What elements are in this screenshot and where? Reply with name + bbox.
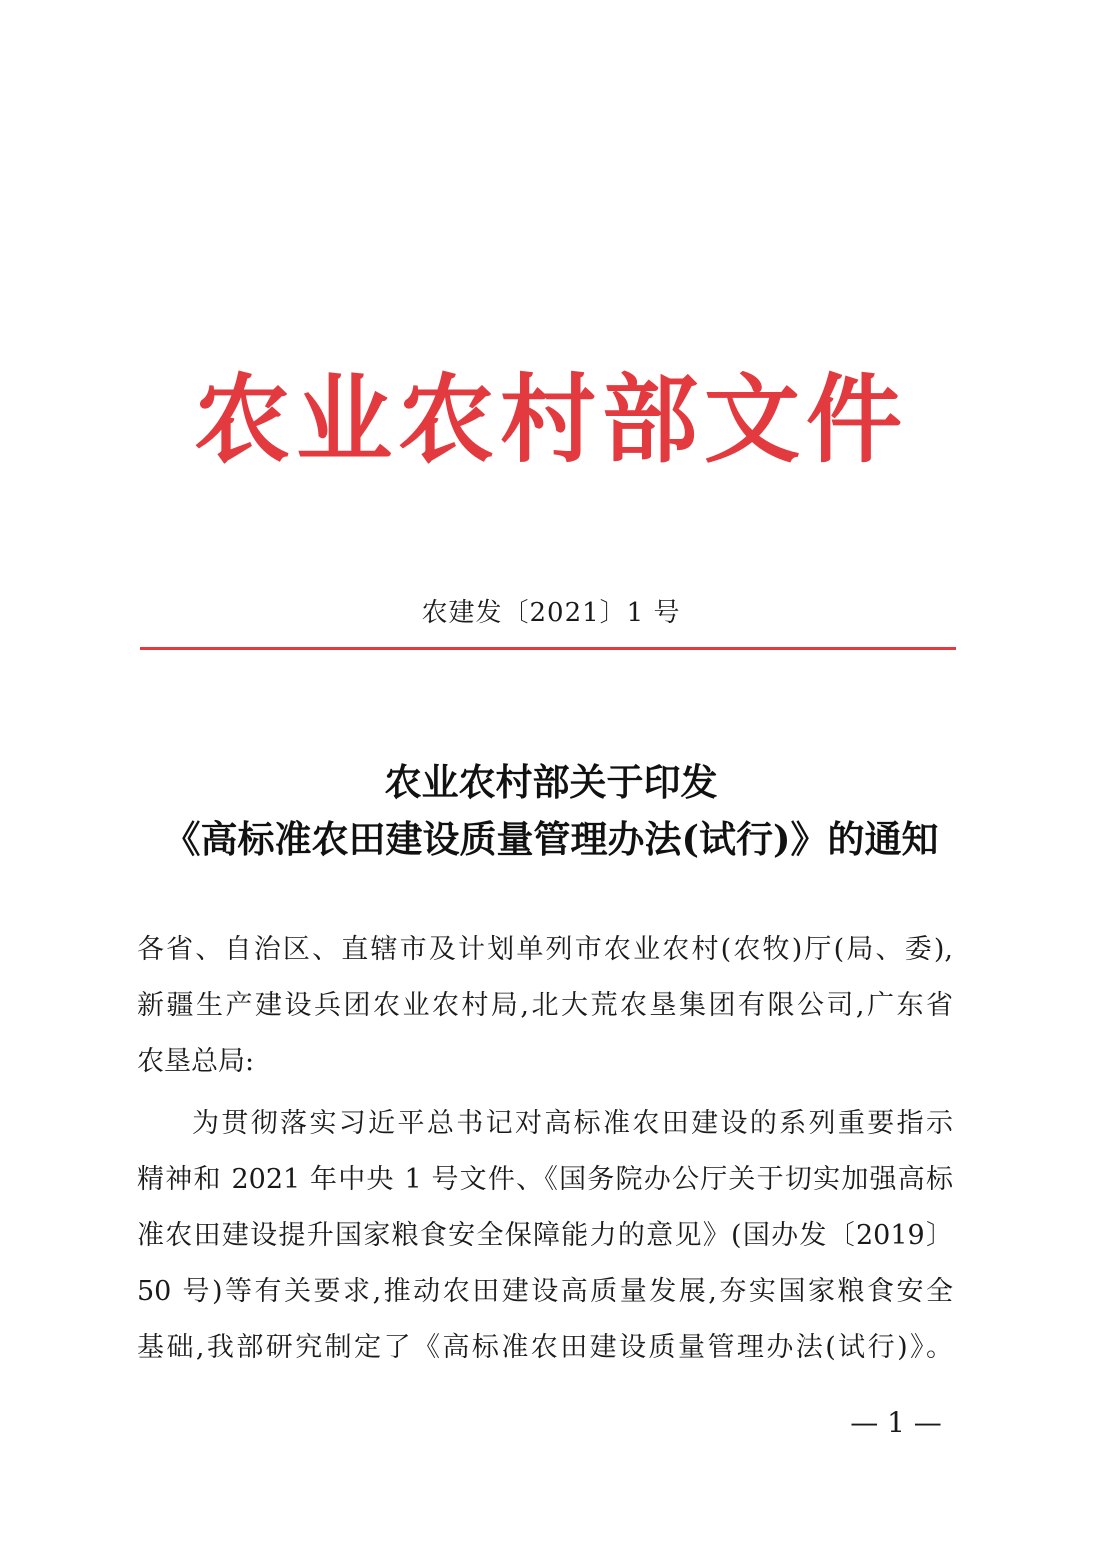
paragraph-line-1: 为贯彻落实习近平总书记对高标准农田建设的系列重要指示 — [192, 1108, 953, 1139]
recipients-line-3: 农垦总局: — [137, 1046, 255, 1077]
notice-title-line-2: 《高标准农田建设质量管理办法(试行)》的通知 — [163, 817, 939, 861]
issuer-title: 农业农村部文件 — [194, 363, 908, 476]
paragraph-line-3: 准农田建设提升国家粮食安全保障能力的意见》(国办发〔2019〕 — [137, 1220, 953, 1251]
page-number: — 1 — — [850, 1406, 942, 1439]
paragraph-line-4: 50 号)等有关要求,推动农田建设高质量发展,夯实国家粮食安全 — [137, 1276, 953, 1307]
recipients-line-2: 新疆生产建设兵团农业农村局,北大荒农垦集团有限公司,广东省 — [137, 990, 953, 1021]
red-separator-line — [140, 647, 956, 650]
document-number: 农建发〔2021〕1 号 — [421, 598, 681, 628]
notice-title-line-1: 农业农村部关于印发 — [384, 760, 718, 804]
paragraph-line-2: 精神和 2021 年中央 1 号文件、《国务院办公厅关于切实加强高标 — [137, 1164, 953, 1195]
recipients-line-1: 各省、自治区、直辖市及计划单列市农业农村(农牧)厅(局、委), — [137, 934, 953, 965]
paragraph-line-5: 基础,我部研究制定了《高标准农田建设质量管理办法(试行)》。 — [137, 1332, 953, 1363]
